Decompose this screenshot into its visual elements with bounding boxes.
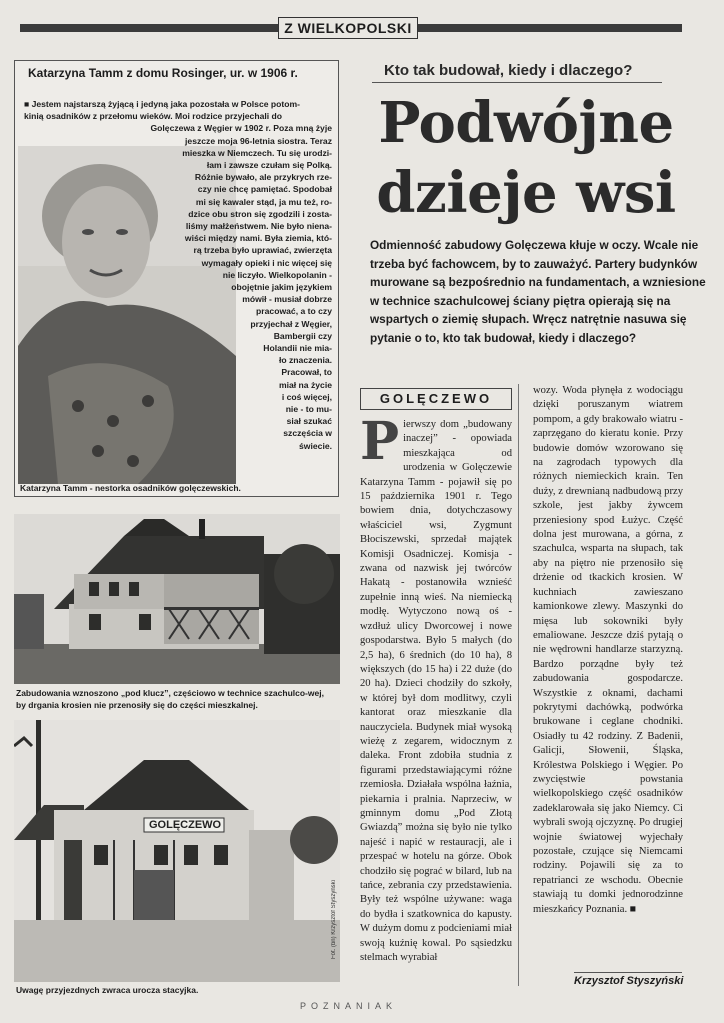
- sidebar-line: nie - to mu-: [285, 404, 332, 415]
- sidebar-line: mi się kawaler stąd, ja mu też, ro-: [195, 196, 332, 207]
- article-column-2: wozy. Woda płynęła z wodociągu dzięki poruszanym wiatrem pompom, a gdy brakowało wiatru - zaprzęgano do kieratu konie. Przy budowie domów wzorowano się na zagrodach typowych dla różnych niemieckich krain. Ten duży, z drewnianą nadbudową przy szkole, jest jakby żywcem przeniesiony spod Łużyc. Część dolna jest murowana, a górna, z szachulca, wsparta na słupach, tak aby na piętro nie przenosiło się drżenie od tkackich krosien. W kuchniach zawieszano kamionkowe zlewy. Maszynki do mięsa lub sokowniki były emaliowane. Jeszcze dziś pytają o nie wędrowni handlarze starzyzną. Bardzo porządne były też zabudowania gospodarcze. Wszystkie z oknami, dachami pokrytymi dachówką, podwórka brukowane i ceglane chodniki. Osiadły tu 42 rodziny. Z Badenii, Galicji, Słowenii, Śląska, Królestwa Polskiego i Węgier. Po zwycięstwie powstania wielkopolskiego część osadników zadeklarowała się jako Niemcy. Ci wybrali swoją ojczyznę. Po drugiej wojnie światowej wyjechały pozostałe, czujące się Niemcami rodziny. Pojawili się za to repatrianci ze wschodu. Obecnie stawiają tu domki jednorodzinne mieszkańcy Poznania. ■: [533, 385, 683, 915]
- photo-credit: Fot. (bn) Krzysztof Styszyński: [331, 880, 337, 960]
- house-photo: [14, 514, 340, 684]
- sidebar-line: jeszcze moja 96-letnia siostra. Teraz: [185, 135, 332, 146]
- sidebar-line: ■ Jestem najstarszą żyjącą i jedyną jaka pozostała w Polsce potom-: [24, 99, 301, 109]
- author-byline: Krzysztof Styszyński: [574, 975, 684, 987]
- sidebar-headline: Katarzyna Tamm z domu Rosinger, ur. w 1906 r.: [28, 66, 298, 80]
- article-column-1: [360, 411, 512, 965]
- column-divider: [518, 384, 519, 986]
- sidebar-line: wiści między nami. Była ziemia, któ-: [184, 233, 332, 244]
- sidebar-line: Różnie bywało, ale przykrych rze-: [194, 172, 332, 183]
- title-line: Podwójne: [378, 90, 674, 156]
- section-label: GOLĘCZEWO: [360, 388, 512, 410]
- column-1-text: ierwszy dom „budowany inaczej” - opowiada mieszkająca od urodzenia w Golęczewie Katarzyna Tamm - pojawił się po 15 października 1901 r. Tego bowiem dnia, dotychczasowy właściciel wsi, Zygmunt Błociszewski, sprzedał majątek Komisji Osadniczej. Komisja - zwana od nazwisk jej twórców Hakatą - postanowiła wznieść zupełnie inną wieś. Na niemiecką modłę. Wytyczono nową oś - wzdłuż ulicy Dworcowej i nowe gospodarstwa. Było 5 małych (do 2,5 ha), 6 średnich (do 10 ha), 8 większych (do 15 ha) i 22 duże (do 20 ha). Dzieci chodziły do szkoły, w której był dom modlitwy, czyli kantorat oraz mieszkanie dla nauczyciela. Budynek miał wysoką wieżę z zegarem, widocznym z daleka. Front zdobiła studnia z figurami przedstawiającymi różne rzemiosła. Działała wspólna łaźnia, piekarnia i pralnia. Naprzeciw, w gminnym domu „Pod Złotą Gwiazdą” można się było nie tylko najeść i napić w restauracji, ale i przespać w hotelu na górze. Obok chodziło się pograć w bilard, lub na tańce, zebrania czy przedstawienia. Były też wspólne używane: waga do bydła i szatkownica do kapusty. W dużym domu z podcieniami miał swoją kuźnię kowal. Po sąsiedzku stelmach wyrabiał: [360, 419, 512, 964]
- sidebar-line: pracować, a to czy: [256, 306, 332, 317]
- header-rule-right: [418, 24, 682, 32]
- sidebar-line: dzice obu stron się zgodzili i zosta-: [188, 208, 332, 219]
- sidebar-line: mieszka w Niemczech. Tu się urodzi-: [182, 147, 332, 158]
- sidebar-line: szczęścia w: [283, 428, 332, 439]
- sidebar-line: łam i zawsze czułam się Polką.: [206, 160, 332, 171]
- sidebar-line: miał na życie: [278, 379, 332, 390]
- author-rule: [574, 972, 682, 973]
- sidebar-line: Holandii nie miа-: [263, 343, 332, 354]
- article-lede: Odmienność zabudowy Golęczewa kłuje w oczy. Wcale nie trzeba być fachowcem, by to zauważyć. Partery budynków murowane są bezpośrednio na fundamentach, a wzniesione w technice szachulcowej ściany piętra opierają się na wspartych o ziemię słupach. Wręcz natrętnie nasuwa się pytanie o to, kto tak budował, kiedy i dlaczego?: [370, 238, 706, 345]
- sidebar-line: obojętnie jakim językiem: [231, 282, 332, 293]
- sidebar-line: ło znaczenia.: [278, 355, 332, 366]
- sidebar-line: rą trzeba było uprawiać, zwierzęta: [193, 245, 332, 256]
- sidebar-line: Golęczewa z Węgier w 1902 r. Poza mną żyje: [150, 123, 332, 134]
- sidebar-line: przyjechał z Węgier,: [250, 318, 332, 329]
- sidebar-line: mówił - musiał dobrze: [242, 294, 332, 305]
- sidebar-line: nie liczyło. Wielkopolanin -: [222, 269, 332, 280]
- sidebar-line: Pracował, to: [281, 367, 332, 378]
- section-title: Z WIELKOPOLSKI: [278, 17, 418, 39]
- sidebar-story-text: [24, 98, 332, 452]
- article-kicker: Kto tak budował, kiedy i dlaczego?: [384, 62, 633, 79]
- title-line: dzieje wsi: [376, 160, 676, 226]
- station-caption: Uwagę przyjezdnych zwraca urocza stacyjka.: [16, 985, 199, 995]
- sidebar-line: liśmy małżeństwem. Nie było nienа-: [185, 221, 332, 232]
- sidebar-line: Bambergii czy: [273, 330, 332, 341]
- drop-cap: P: [360, 411, 400, 472]
- kicker-rule: [372, 82, 662, 83]
- publication-footer: POZNANIAK: [300, 1001, 398, 1011]
- article-title: [356, 88, 696, 228]
- station-sign: GOLĘCZEWO: [149, 819, 222, 831]
- sidebar-line: świecie.: [299, 440, 332, 451]
- header-rule-left: [20, 24, 278, 32]
- sidebar-line: i coś więcej,: [281, 391, 332, 402]
- sidebar-line: siał szukać: [286, 416, 332, 427]
- station-photo: [14, 720, 340, 982]
- house-caption: Zabudowania wznoszono „pod klucz”, częściowo w technice szachulco-wej, by drgania krosien nie przenosiły się do części mieszkalnej.: [16, 688, 324, 710]
- sidebar-line: wymagały opieki i nic więcej się: [201, 257, 332, 268]
- portrait-caption: Katarzyna Tamm - nestorka osadników golęczewskich.: [20, 483, 241, 493]
- sidebar-line: kinią osadników z przełomu wieków. Moi rodzice przyjechali do: [24, 111, 283, 122]
- sidebar-line: czy nie chcę pamiętać. Spodobał: [197, 184, 332, 195]
